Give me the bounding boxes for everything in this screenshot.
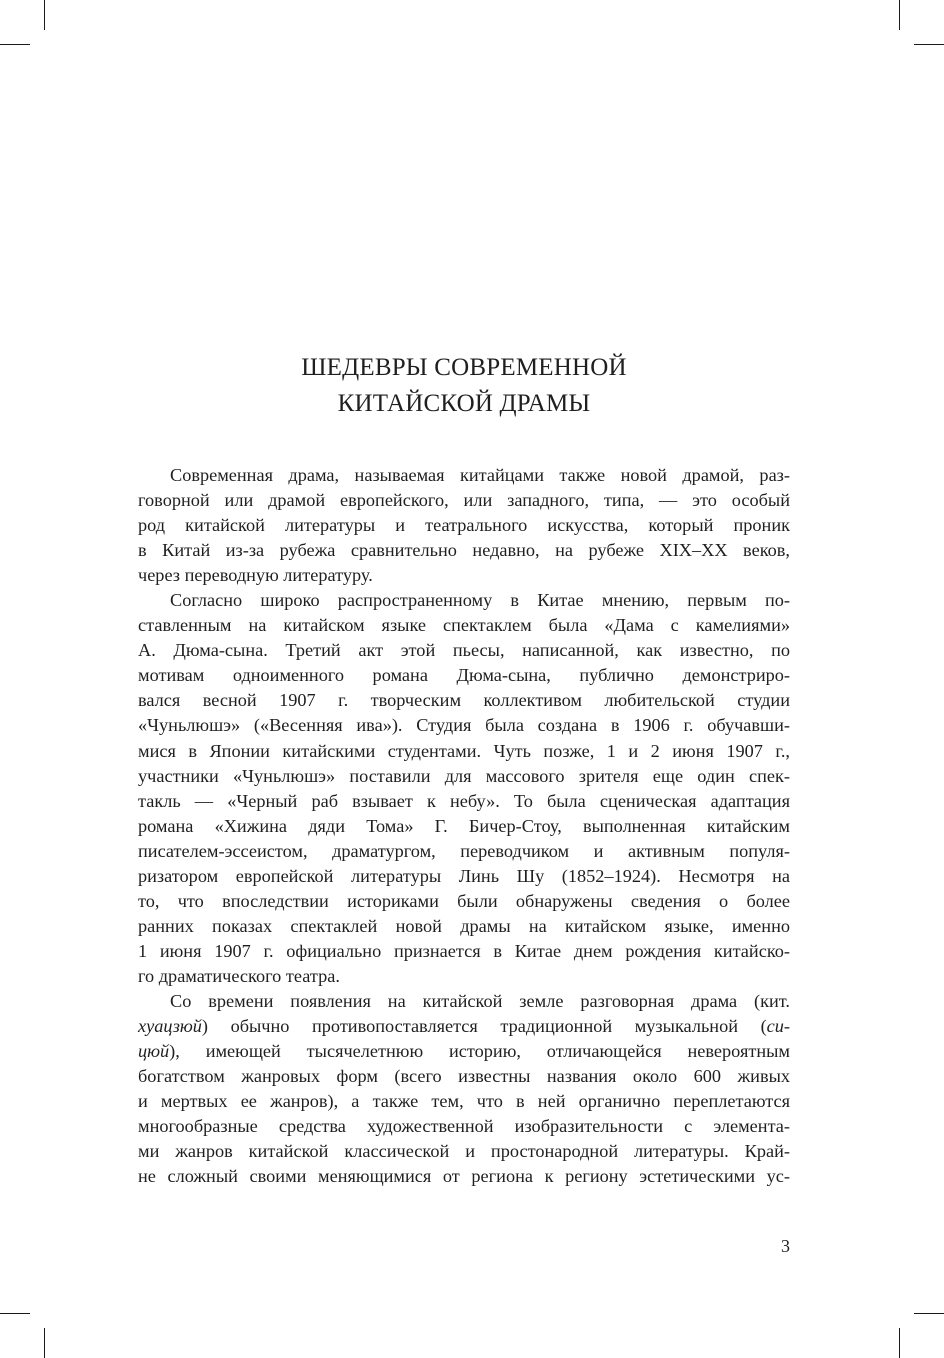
paragraph-3 [138,989,790,1189]
page-number: 3 [781,1236,790,1256]
text-line: говорной или драмой европейского, или западного, типа, — это особый [138,490,790,511]
crop-mark-top-left-horizontal [0,44,30,45]
text-line: в Китай из-за рубежа сравнительно недавно, на рубеже XIX–XX веков, [138,540,790,561]
text-line: цюй), имеющей тысячелетнюю историю, отличающейся невероятным [138,1041,790,1062]
text-line: богатством жанровых форм (всего известны названия около 600 живых [138,1066,790,1087]
text-line: мися в Японии китайскими студентами. Чуть позже, 1 и 2 июня 1907 г., [138,740,790,761]
crop-mark-top-right-horizontal [914,44,944,45]
text-line: го драматического театра. [138,965,340,986]
text-line: участники «Чуньлюшэ» поставили для массового зрителя еще один спек- [138,765,790,786]
text-line: А. Дюма-сына. Третий акт этой пьесы, написанной, как известно, по [138,640,790,661]
crop-mark-top-right-vertical [899,0,900,30]
crop-mark-bottom-left-horizontal [0,1313,30,1314]
chapter-title-line-2: КИТАЙСКОЙ ДРАМЫ [337,390,591,417]
crop-mark-top-left-vertical [44,0,45,30]
text-line: вался весной 1907 г. творческим коллективом любительской студии [138,690,790,711]
paragraph-1 [138,463,790,588]
chapter-title [138,350,790,422]
text-line: хуацзюй) обычно противопоставляется традиционной музыкальной (си- [138,1016,790,1037]
crop-mark-bottom-right-vertical [899,1328,900,1358]
text-line: ранних показах спектаклей новой драмы на китайском языке, именно [138,915,790,936]
crop-mark-bottom-left-vertical [44,1328,45,1358]
body-text [138,463,790,1189]
text-line: мотивам одноименного романа Дюма-сына, публично демонстриро- [138,665,790,686]
text-line: ми жанров китайской классической и простонародной литературы. Край- [138,1141,790,1162]
crop-mark-bottom-right-horizontal [914,1313,944,1314]
text-line: писателем-эссеистом, драматургом, переводчиком и активным популя- [138,840,790,861]
text-line: ризатором европейской литературы Линь Шу (1852–1924). Несмотря на [138,865,790,886]
text-line: род китайской литературы и театрального искусства, который проник [138,515,790,536]
chapter-title-line-1: ШЕДЕВРЫ СОВРЕМЕННОЙ [301,354,627,381]
text-line: 1 июня 1907 г. официально признается в Китае днем рождения китайско- [138,940,790,961]
text-line: через переводную литературу. [138,565,373,586]
text-line: ставленным на китайском языке спектаклем была «Дама с камелиями» [138,615,790,636]
text-line: романа «Хижина дяди Тома» Г. Бичер-Стоу, выполненная китайским [138,815,790,836]
text-line: Современная драма, называемая китайцами также новой драмой, раз- [170,465,790,485]
text-line: такль — «Черный раб взывает к небу». То была сценическая адаптация [138,790,790,811]
paragraph-2 [138,588,790,989]
text-line: многообразные средства художественной изобразительности с элемента- [138,1116,790,1137]
text-line: Со времени появления на китайской земле разговорная драма (кит. [170,990,790,1011]
text-line: и мертвых ее жанров), а также тем, что в ней органично переплетаются [138,1091,790,1112]
text-line: «Чуньлюшэ» («Весенняя ива»). Студия была создана в 1906 г. обучавши- [138,715,790,736]
text-line: не сложный своими меняющимися от региона к региону эстетическими ус- [138,1166,790,1187]
text-line: Согласно широко распространенному в Китае мнению, первым по- [170,590,790,611]
text-line: то, что впоследствии историками были обнаружены сведения о более [138,890,790,911]
